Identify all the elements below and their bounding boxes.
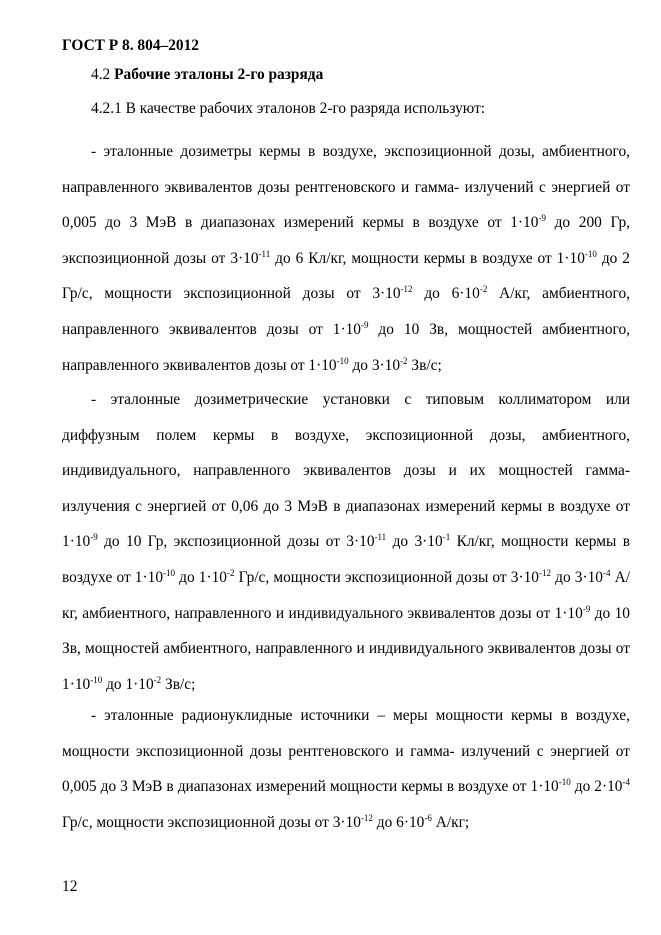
- exponent: -10: [584, 248, 597, 259]
- exponent: -11: [258, 248, 271, 259]
- exponent: -10: [90, 674, 103, 685]
- text-run: А/кг, амбиентного, направленного эквивалентов дозы от 1·10: [62, 285, 630, 338]
- exponent: -2: [479, 284, 488, 295]
- paragraph-radionuclide-sources: [62, 698, 630, 840]
- text-run: до 10 Гр, экспозиционной дозы от 3·10: [97, 533, 375, 551]
- subsection-text: 4.2.1 В качестве рабочих эталонов 2-го разряда используют:: [91, 100, 486, 117]
- exponent: -1: [442, 532, 451, 543]
- text-run: до 10 Зв, мощностей амбиентного, направленного и индивидуального эквивалентов дозы от 1·10: [62, 604, 630, 693]
- text-run: до 1·10: [175, 568, 228, 586]
- text-run: Зв/с;: [161, 675, 196, 693]
- exponent: -12: [538, 567, 551, 578]
- text-run: А/кг;: [431, 813, 470, 831]
- page-number: 12: [62, 878, 78, 895]
- paragraph-dosimeters: [62, 134, 630, 383]
- text-run: до 1·10: [102, 675, 154, 693]
- exponent: -9: [538, 213, 546, 224]
- text-run: - эталонные радионуклидные источники – меры мощности кермы в воздухе, мощности экспозиционной дозы рентгеновского и гамма- излучений с энергией от 0,005 до 3 МэВ в диапазонах измерений мощности кермы в воздухе от 1·10: [62, 707, 630, 796]
- text-run: Гр/с, мощности экспозиционной дозы от 3·10: [234, 568, 539, 586]
- paragraph-dosimetric-installations: [62, 382, 630, 702]
- text-run: - эталонные дозиметры кермы в воздухе, экспозиционной дозы, амбиентного, направленного эквивалентов дозы рентгеновского и гамма- излучений с энергией от 0,005 до 3 МэВ в диапазонах измерений кермы в воздухе от 1·10: [62, 143, 630, 232]
- text-run: до 200 Гр, экспозиционной дозы от 3·10: [62, 214, 630, 267]
- document-header-code: ГОСТ Р 8. 804–2012: [62, 37, 199, 54]
- text-run: Зв/с;: [407, 356, 442, 374]
- exponent: -10: [336, 355, 349, 366]
- exponent: -10: [558, 777, 571, 788]
- section-title: Рабочие эталоны 2-го разряда: [114, 66, 324, 83]
- text-run: А/кг, амбиентного, направленного и индивидуального эквивалентов дозы от 1·10: [62, 568, 631, 622]
- exponent: -2: [400, 355, 408, 366]
- text-run: - эталонные дозиметрические установки с типовым коллиматором или диффузным полем кермы в воздухе, экспозиционной дозы, амбиентного, индивидуального, направленного эквивалентов дозы и их мощностей гамма-излучения с энергией от 0,06 до 3 МэВ в диапазонах измерений кермы в воздухе от 1·10: [62, 391, 630, 551]
- text-run: до 6·10: [412, 285, 480, 303]
- text-run: Гр/с, мощности экспозиционной дозы от 3·10: [62, 813, 361, 831]
- exponent: -2: [227, 567, 235, 578]
- text-run: до 3·10: [386, 533, 443, 551]
- exponent: -9: [90, 532, 98, 543]
- text-run: до 6 Кл/кг, мощности кермы в воздухе от 1·10: [270, 249, 585, 267]
- exponent: -4: [622, 777, 630, 788]
- exponent: -10: [163, 567, 176, 578]
- exponent: -9: [360, 319, 369, 330]
- text-run: до 2 Гр/с, мощности экспозиционной дозы от 3·10: [62, 249, 630, 303]
- exponent: -12: [360, 812, 373, 823]
- exponent: -2: [153, 674, 162, 685]
- text-run: до 3·10: [348, 356, 401, 374]
- exponent: -11: [374, 532, 387, 543]
- exponent: -9: [582, 603, 591, 614]
- section-heading: [91, 66, 323, 84]
- text-run: до 3·10: [550, 568, 603, 586]
- exponent: -4: [602, 567, 611, 578]
- text-run: до 6·10: [372, 813, 425, 831]
- exponent: -6: [424, 812, 432, 823]
- text-run: Кл/кг, мощности кермы в воздухе от 1·10: [62, 533, 630, 586]
- section-number: 4.2: [91, 66, 111, 83]
- text-run: до 2·10: [570, 778, 623, 796]
- text-run: до 10 Зв, мощностей амбиентного, направленного эквивалентов дозы от 1·10: [62, 320, 630, 374]
- exponent: -12: [400, 284, 413, 295]
